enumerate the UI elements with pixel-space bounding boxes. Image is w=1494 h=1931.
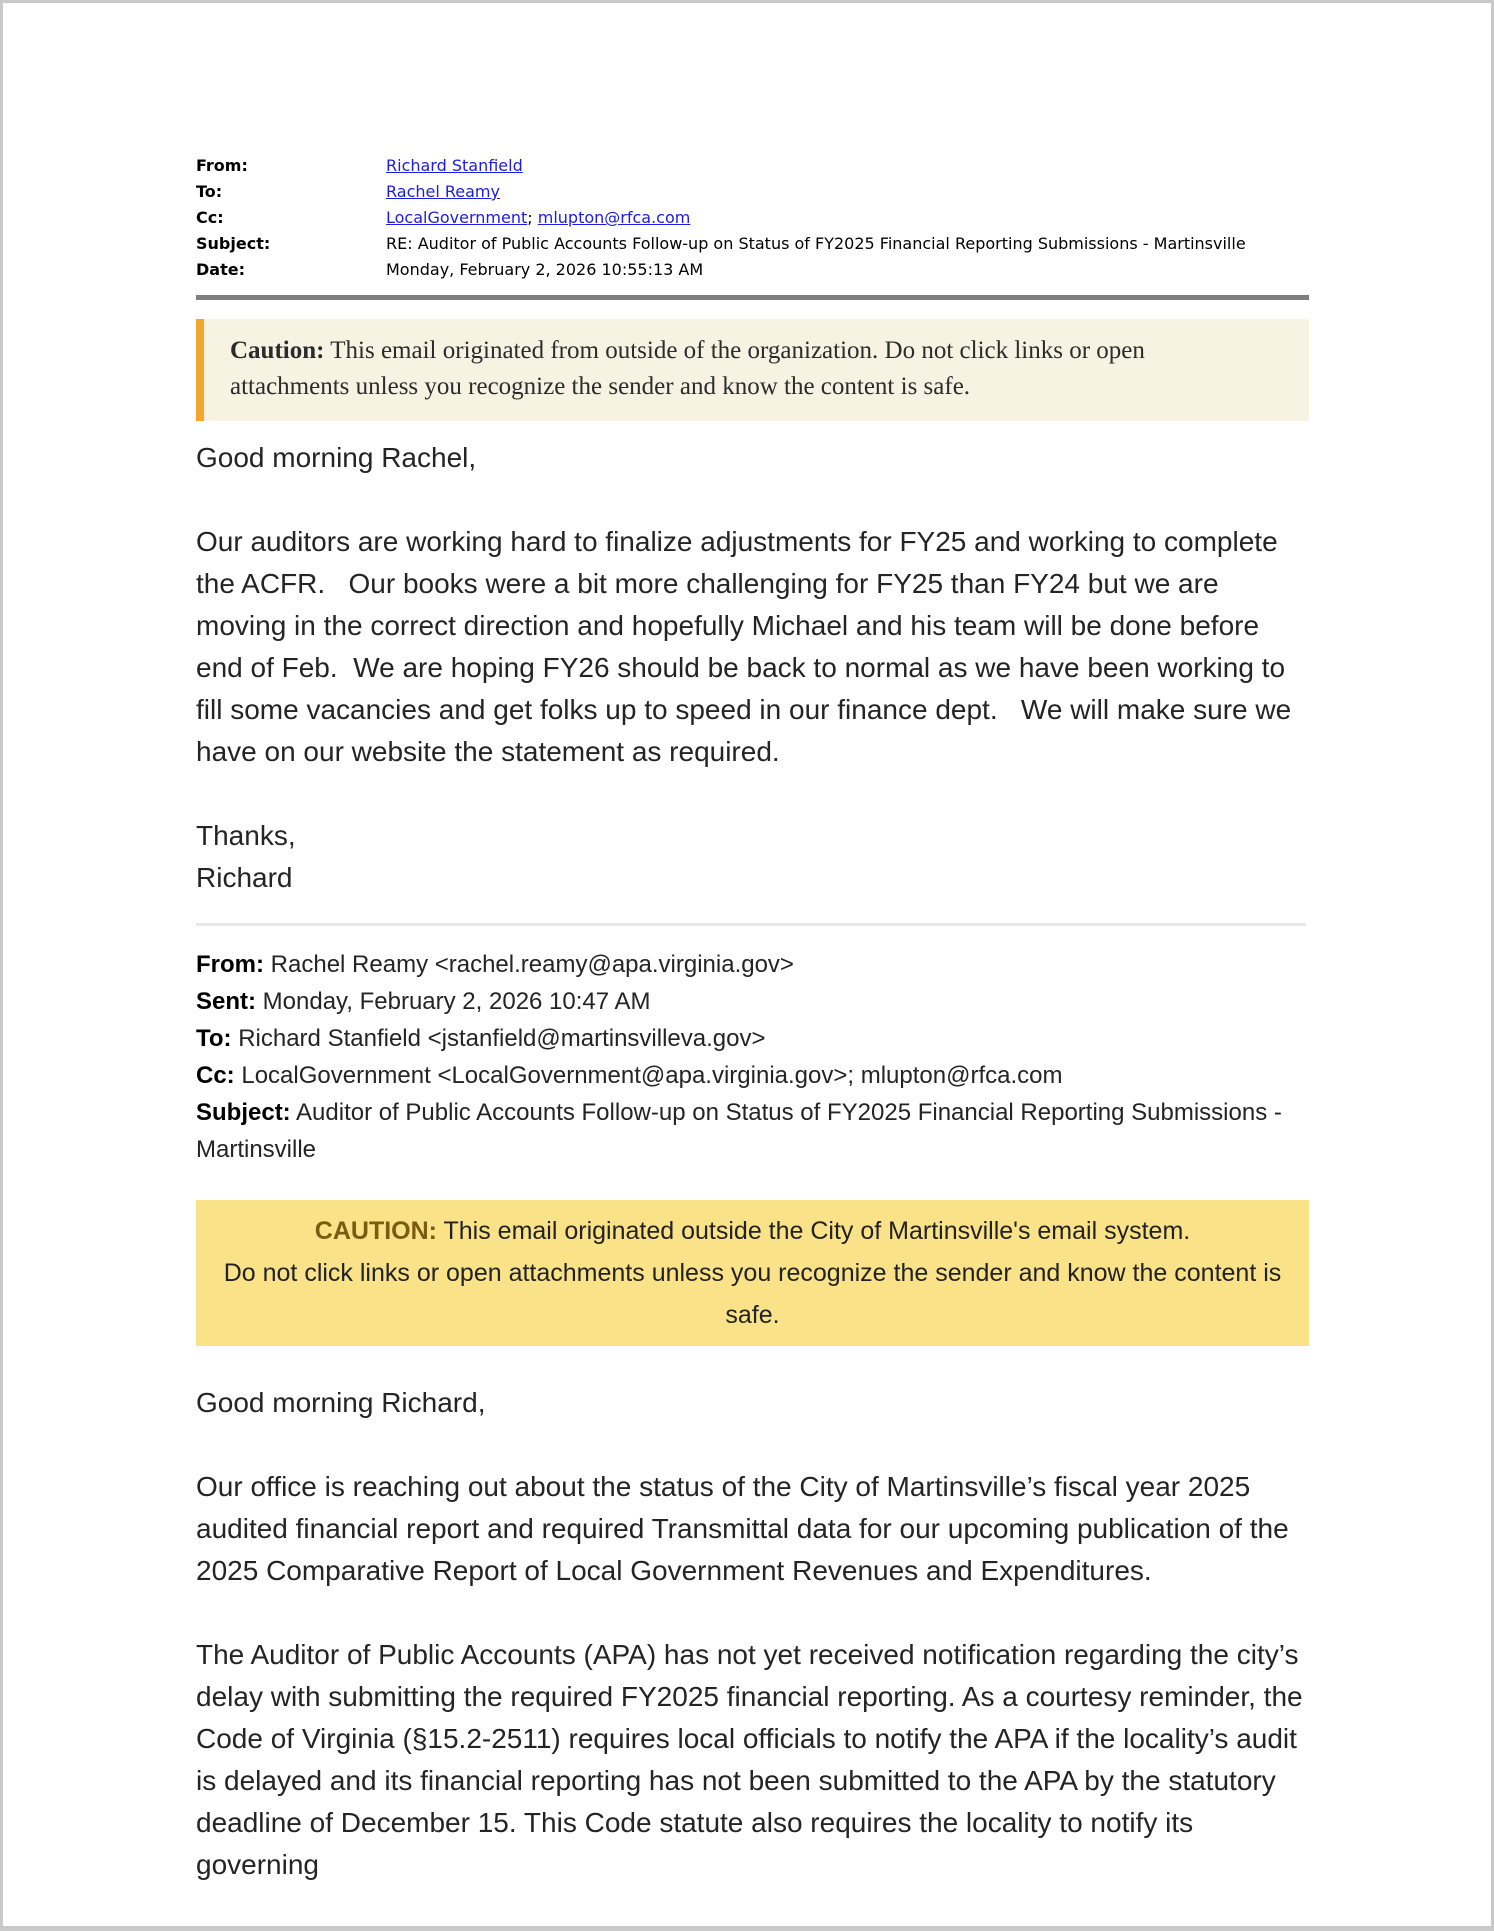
quoted-message-divider (196, 923, 1306, 926)
header-row-from (196, 153, 1309, 179)
quoted-cc-label: Cc: (196, 1062, 235, 1089)
inner-caution-line1 (210, 1210, 1295, 1252)
subject-value: RE: Auditor of Public Accounts Follow-up on Status of FY2025 Financial Reporting Submissions - Martinsville (386, 234, 1246, 253)
signoff-thanks: Thanks, (196, 820, 296, 851)
signoff-name: Richard (196, 862, 293, 893)
header-row-to (196, 179, 1309, 205)
header-row-cc (196, 205, 1309, 231)
quoted-row-cc (196, 1057, 1309, 1094)
quoted-header (196, 946, 1309, 1168)
inner-caution-text1: This email originated outside the City of Martinsville's email system. (437, 1217, 1191, 1245)
cc-value (386, 205, 1309, 231)
header-row-date (196, 257, 1309, 283)
caution-prefix: Caution: (230, 337, 325, 364)
quoted-row-subject (196, 1094, 1309, 1168)
original-paragraph-2: The Auditor of Public Accounts (APA) has not yet received notification regarding the city’s delay with submitting the required FY2025 financial reporting. As a courtesy reminder, the Code of Virginia (§15.2-2511) requires local officials to notify the APA if the locality’s audit is delayed and its financial reporting has not been submitted to the APA by the statutory deadline of December 15. This Code statute also requires the locality to notify its governing (196, 1639, 1311, 1880)
original-greeting: Good morning Richard, (196, 1387, 486, 1418)
date-label: Date: (196, 260, 245, 279)
cc-link-mlupton[interactable]: mlupton@rfca.com (537, 208, 691, 227)
reply-paragraph: Our auditors are working hard to finalize adjustments for FY25 and working to complete the ACFR. Our books were a bit more challenging for FY25 than FY24 but we are moving in the correct direction and hopefully Michael and his team will be done before end of Feb. We are hoping FY26 should be back to normal as we have been working to fill some vacancies and get folks up to speed in our finance dept. We will make sure we have on our website the statement as required. (196, 526, 1299, 767)
martinsville-caution-banner (196, 1200, 1309, 1346)
original-body (196, 1382, 1309, 1886)
from-value (386, 153, 1309, 179)
to-label: To: (196, 182, 223, 201)
quoted-sent-value: Monday, February 2, 2026 10:47 AM (256, 988, 651, 1015)
quoted-cc-value: LocalGovernment <LocalGovernment@apa.virginia.gov>; mlupton@rfca.com (234, 1062, 1063, 1089)
caution-text: This email originated from outside of the organization. Do not click links or open attachments unless you recognize the sender and know the content is safe. (230, 337, 1145, 400)
email-header (196, 153, 1309, 283)
quoted-subject-label: Subject: (196, 1099, 291, 1126)
quoted-row-from (196, 946, 1309, 983)
quoted-from-label: From: (196, 951, 264, 978)
reply-body (196, 437, 1309, 899)
quoted-subject-value: Auditor of Public Accounts Follow-up on Status of FY2025 Financial Reporting Submissions - Martinsville (196, 1099, 1282, 1163)
header-row-subject (196, 231, 1309, 257)
to-value (386, 179, 1309, 205)
quoted-to-value: Richard Stanfield <jstanfield@martinsvilleva.gov> (231, 1025, 766, 1052)
cc-separator: ; (527, 208, 538, 227)
inner-caution-line2: Do not click links or open attachments unless you recognize the sender and know the content is safe. (223, 1259, 1282, 1329)
quoted-sent-label: Sent: (196, 988, 256, 1015)
header-divider-rule (196, 295, 1309, 300)
recipient-link[interactable]: Rachel Reamy (386, 182, 500, 201)
cc-link-localgovernment[interactable]: LocalGovernment (386, 208, 528, 227)
from-label: From: (196, 156, 248, 175)
external-sender-caution-banner (196, 319, 1309, 421)
reply-greeting: Good morning Rachel, (196, 442, 477, 473)
sender-link[interactable]: Richard Stanfield (386, 156, 523, 175)
original-paragraph-1: Our office is reaching out about the status of the City of Martinsville’s fiscal year 2025 audited financial report and required Transmittal data for our upcoming publication of the 2025 Comparative Report of Local Government Revenues and Expenditures. (196, 1471, 1297, 1586)
quoted-from-value: Rachel Reamy <rachel.reamy@apa.virginia.gov> (264, 951, 794, 978)
quoted-row-to (196, 1020, 1309, 1057)
subject-label: Subject: (196, 234, 271, 253)
date-value: Monday, February 2, 2026 10:55:13 AM (386, 260, 704, 279)
inner-caution-prefix: CAUTION: (314, 1217, 437, 1245)
quoted-row-sent (196, 983, 1309, 1020)
cc-label: Cc: (196, 208, 224, 227)
email-content (196, 153, 1309, 1886)
quoted-to-label: To: (196, 1025, 232, 1052)
